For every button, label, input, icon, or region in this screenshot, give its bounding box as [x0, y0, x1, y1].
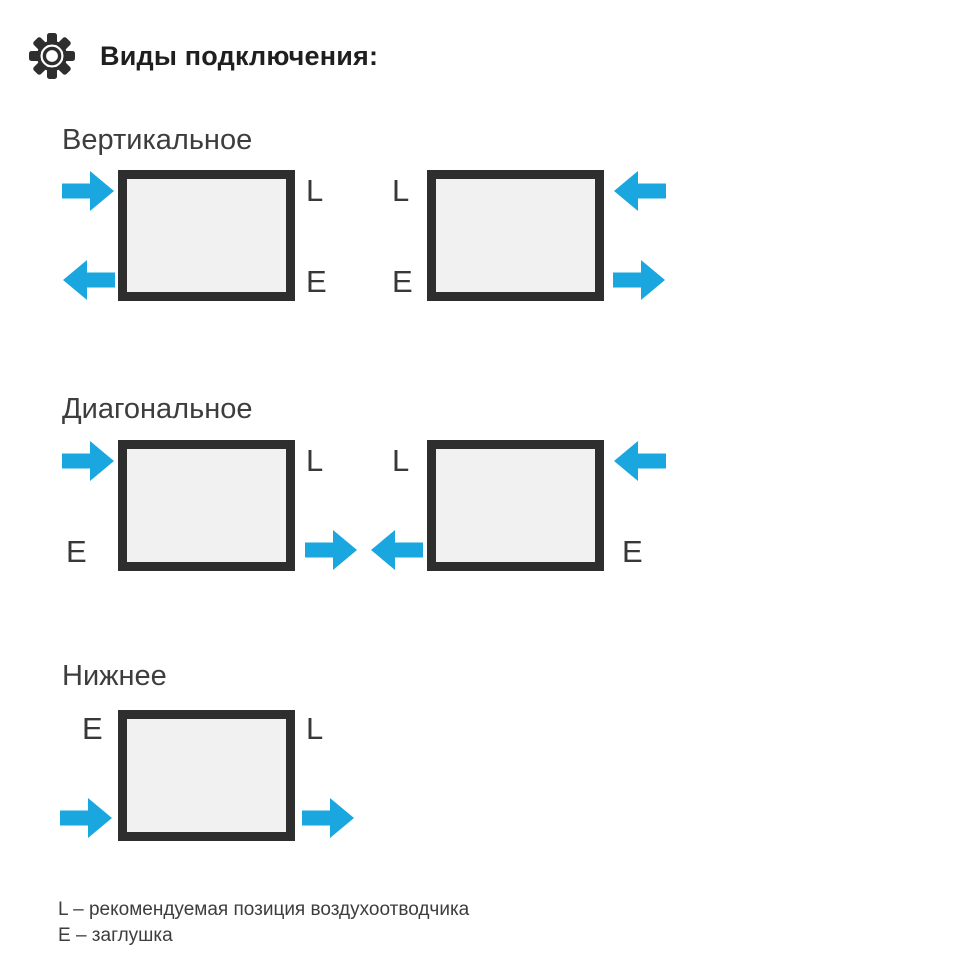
port-label-l: L [306, 442, 324, 478]
flow-in-arrow-icon [613, 170, 666, 212]
section-title-bottom: Нижнее [62, 660, 167, 692]
port-label-e: E [622, 533, 643, 569]
radiator-rect [118, 440, 295, 571]
flow-in-arrow-icon [62, 170, 115, 212]
radiator-rect [118, 710, 295, 841]
section-title-vertical: Вертикальное [62, 124, 253, 156]
radiator-rect [427, 440, 604, 571]
flow-out-arrow-icon [305, 529, 358, 571]
flow-out-arrow-icon [613, 259, 666, 301]
flow-in-arrow-icon [613, 440, 666, 482]
gear-icon [28, 32, 76, 80]
flow-out-arrow-icon [302, 797, 355, 839]
section-title-diagonal: Диагональное [62, 393, 253, 425]
page-title: Виды подключения: [100, 40, 379, 71]
port-label-e: E [306, 263, 327, 299]
flow-out-arrow-icon [370, 529, 423, 571]
flow-out-arrow-icon [62, 259, 115, 301]
flow-in-arrow-icon [60, 797, 113, 839]
port-label-l: L [306, 710, 324, 746]
port-label-e: E [392, 263, 413, 299]
port-label-l: L [306, 172, 324, 208]
radiator-rect [118, 170, 295, 301]
radiator-rect [427, 170, 604, 301]
port-label-e: E [66, 533, 87, 569]
port-label-l: L [392, 172, 410, 208]
flow-in-arrow-icon [62, 440, 115, 482]
port-label-l: L [392, 442, 410, 478]
port-label-e: E [82, 710, 103, 746]
legend-line-l: L – рекомендуемая позиция воздухоотводчика [58, 899, 470, 920]
legend-line-e: E – заглушка [58, 925, 173, 946]
